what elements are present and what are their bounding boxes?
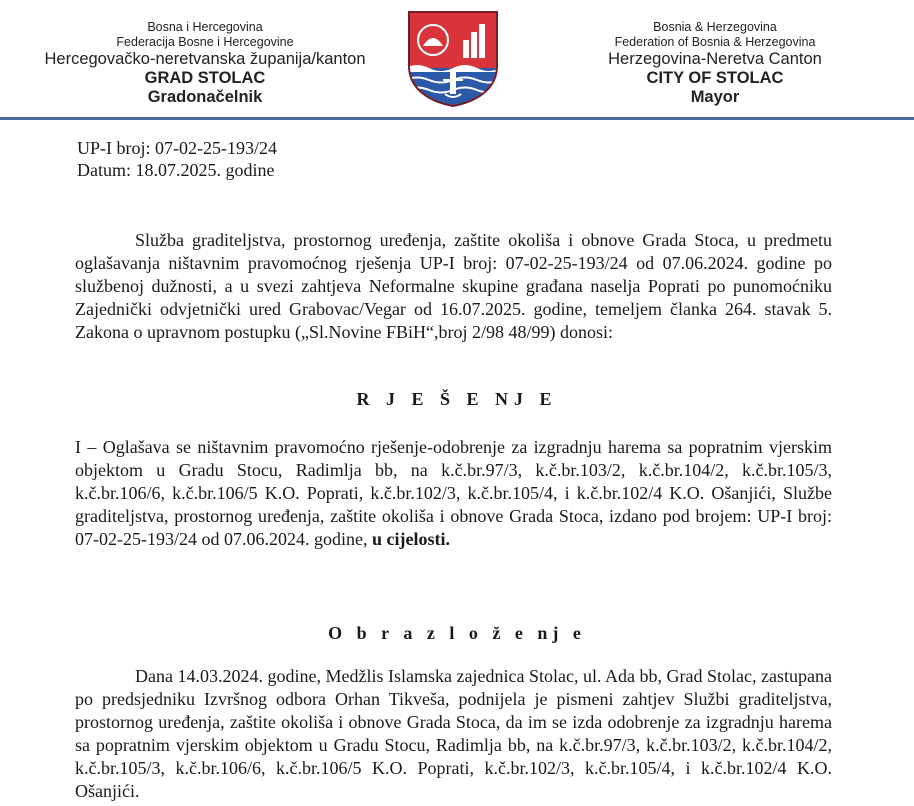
office-name-english: Mayor [690,88,740,106]
decision-text: I – Oglašava se ništavnim pravomoćno rješenje-odobrenje za izgradnju harema sa popratnim vjerskim objektom u Gradu Stocu, Radimlja bb, na k.č.br.97/3, k.č.br.103/2, k.č.br.104/2, k.č.br.105/3, k.č.br.106/6, k.č.br.106/5 K.O. Poprati, k.č.br.102/3, k.č.br.105/4, i k.č.br.102/4 K.O. Ošanjići, Službe graditeljstva, prostornog uređenja, zaštite okoliša i obnove Grada Stoca, izdano pod brojem: UP-I broj: 07-02-25-193/24 od 07.06.2024. godine, [75,437,832,549]
canton-name-local: Hercegovačko-neretvanska županija/kanton [44,50,366,68]
document-date: Datum: 18.07.2025. godine [77,160,275,180]
office-name-local: Gradonačelnik [147,88,263,106]
country-name-local: Bosna i Hercegovina [147,20,263,34]
stolac-coat-of-arms-icon [405,8,501,108]
reasoning-heading: O b r a z l o ž e nj e [328,623,586,643]
federation-name-english: Federation of Bosnia & Herzegovina [614,35,816,49]
decision-heading: R J E Š E NJ E [356,389,558,409]
letterhead-left-block [20,20,390,107]
reasoning-paragraph: Dana 14.03.2024. godine, Medžlis Islamska zajednica Stolac, ul. Ada bb, Grad Stolac, zastupana po predsjedniku Izvršnog odbora Orhan Tikveša, podnijela je pismeni zahtjev Službi graditeljstva, prostornog uređenja, zaštite okoliša i obnove Grada Stoca, da im se izda odobrenje za izgradnju harema sa popratnim vjerskim objektom u Gradu Stocu, Radimlja bb, na k.č.br.97/3, k.č.br.103/2, k.č.br.104/2, k.č.br.105/3, k.č.br.106/6, k.č.br.106/5 K.O. Poprati, k.č.br.102/3, k.č.br.105/4, i k.č.br.102/4 K.O. Ošanjići. [75,666,832,801]
canton-name-english: Herzegovina-Neretva Canton [608,50,822,68]
city-name-local: GRAD STOLAC [144,69,266,87]
country-name-english: Bosnia & Herzegovina [653,20,777,34]
federation-name-local: Federacija Bosne i Hercegovine [116,35,294,49]
letterhead [0,0,914,118]
letterhead-divider [0,117,914,120]
decision-paragraph [75,436,832,551]
letterhead-right-block [530,20,900,107]
reference-number: UP-I broj: 07-02-25-193/24 [77,138,277,158]
decision-emphasis: u cijelosti. [371,529,450,549]
intro-paragraph: Služba graditeljstva, prostornog uređenja, zaštite okoliša i obnove Grada Stoca, u predmetu oglašavanja ništavnim pravomoćnog rješenja UP-I broj: 07-02-25-193/24 od 07.06.2024. godine po službenoj dužnosti, a u svezi zahtjeva Neformalne skupine građana naselja Poprati po punomoćniku Zajednički odvjetnički ured Grabovac/Vegar od 16.07.2025. godine, temeljem članka 264. stavak 5. Zakona o upravnom postupku („Sl.Novine FBiH“,broj 2/98 48/99) donosi: [75,230,832,342]
city-name-english: CITY OF STOLAC [646,69,784,87]
